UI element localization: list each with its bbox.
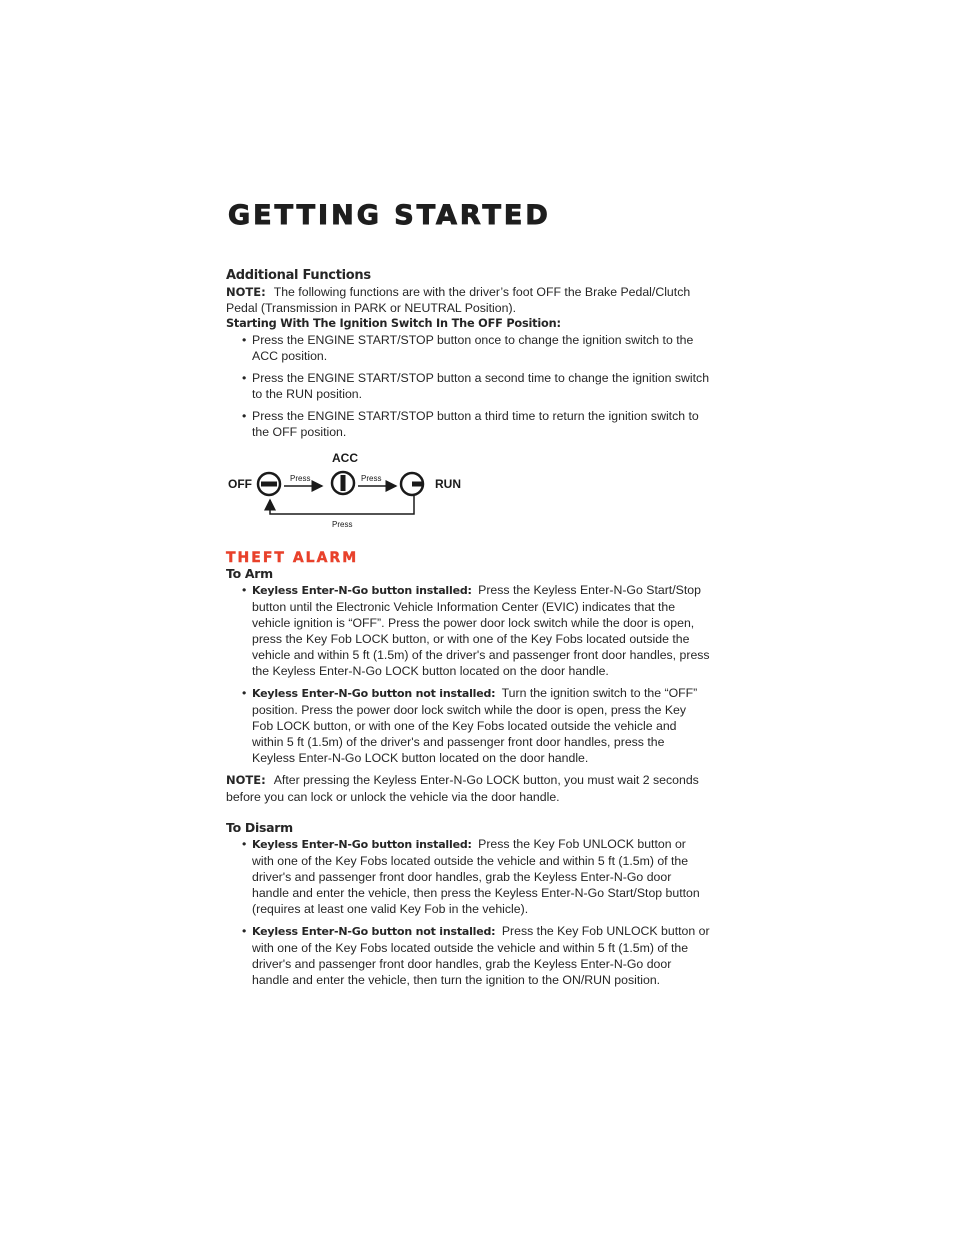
- list-item: [242, 582, 710, 679]
- section-title: GETTING STARTED: [228, 200, 551, 231]
- ignition-steps-list: [226, 332, 710, 440]
- note-paragraph: [226, 284, 710, 316]
- off-position-subhead: Starting With The Ignition Switch In The OFF Position:: [226, 317, 561, 330]
- arm-note-paragraph: [226, 772, 710, 806]
- to-disarm-heading: To Disarm: [226, 820, 293, 835]
- press-label-1: Press: [290, 474, 311, 483]
- off-switch-icon: [258, 473, 280, 495]
- note-label: NOTE:: [226, 285, 266, 299]
- acc-switch-icon: [332, 472, 354, 494]
- list-item: • Press the ENGINE START/STOP button once to change the ignition switch to the ACC position.: [242, 332, 710, 364]
- press-label-2: Press: [361, 474, 382, 483]
- list-item: [242, 685, 710, 766]
- note-label: NOTE:: [226, 773, 266, 787]
- list-item-text: Press the Key Fob UNLOCK button or with one of the Key Fobs located outside the vehicle and within 5 ft (1.5m) of the driver's and passenger front door handles, grab the Keyless Enter-N-Go door handle and enter the vehicle, then turn the ignition to the ON/RUN position.: [252, 924, 710, 987]
- list-item: • Press the ENGINE START/STOP button a third time to return the ignition switch to the OFF position.: [242, 408, 710, 440]
- arrow-run-to-off: [270, 496, 414, 514]
- theft-alarm-title: THEFT ALARM: [226, 550, 359, 566]
- list-item: • Press the ENGINE START/STOP button a second time to change the ignition switch to the RUN position.: [242, 370, 710, 402]
- run-switch-icon: [401, 473, 423, 495]
- list-item: [242, 923, 710, 988]
- to-arm-list: [226, 582, 710, 766]
- to-arm-heading: To Arm: [226, 566, 273, 581]
- ignition-diagram-svg: [226, 446, 710, 532]
- acc-label: ACC: [332, 451, 358, 465]
- list-item-text: Turn the ignition switch to the “OFF” position. Press the power door lock switch while the door is open, press the Key Fob LOCK button, or with one of the Key Fobs located outside the vehicle and within 5 ft (1.5m) of the driver's and passenger front door handles, press the Keyless Enter-N-Go LOCK button located on the door handle.: [252, 686, 698, 765]
- list-item-text: Press the Key Fob UNLOCK button or with one of the Key Fobs located outside the vehicle and within 5 ft (1.5m) of the driver's and passenger front door handles, grab the Keyless Enter-N-Go door handle and enter the vehicle, then press the Keyless Enter-N-Go Start/Stop button (requires at least one valid Key Fob in the vehicle).: [252, 837, 700, 916]
- note-text: After pressing the Keyless Enter-N-Go LOCK button, you must wait 2 seconds before you can lock or unlock the vehicle via the door handle.: [226, 773, 699, 804]
- to-disarm-list: [226, 836, 710, 988]
- list-item-label: Keyless Enter-N-Go button installed:: [252, 838, 472, 851]
- run-label: RUN: [435, 477, 461, 491]
- content-column: [226, 268, 710, 994]
- list-item-label: Keyless Enter-N-Go button not installed:: [252, 925, 496, 938]
- list-item-label: Keyless Enter-N-Go button not installed:: [252, 687, 496, 700]
- ignition-diagram: [226, 446, 710, 532]
- additional-functions-heading: Additional Functions: [226, 268, 371, 283]
- list-item-label: Keyless Enter-N-Go button installed:: [252, 584, 472, 597]
- press-label-3: Press: [332, 520, 353, 529]
- off-label: OFF: [228, 477, 252, 491]
- list-item-text: Press the Keyless Enter-N-Go Start/Stop button until the Electronic Vehicle Information Center (EVIC) indicates that the vehicle ignition is “OFF”. Press the power door lock switch while the door is open, press the Key Fob LOCK button, or with one of the Key Fobs located outside the vehicle and within 5 ft (1.5m) of the driver's and passenger front door handles, press the Keyless Enter-N-Go LOCK button located on the door handle.: [252, 583, 710, 678]
- note-text: The following functions are with the driver’s foot OFF the Brake Pedal/Clutch Pedal (Transmission in PARK or NEUTRAL Position).: [226, 285, 691, 315]
- list-item: [242, 836, 710, 917]
